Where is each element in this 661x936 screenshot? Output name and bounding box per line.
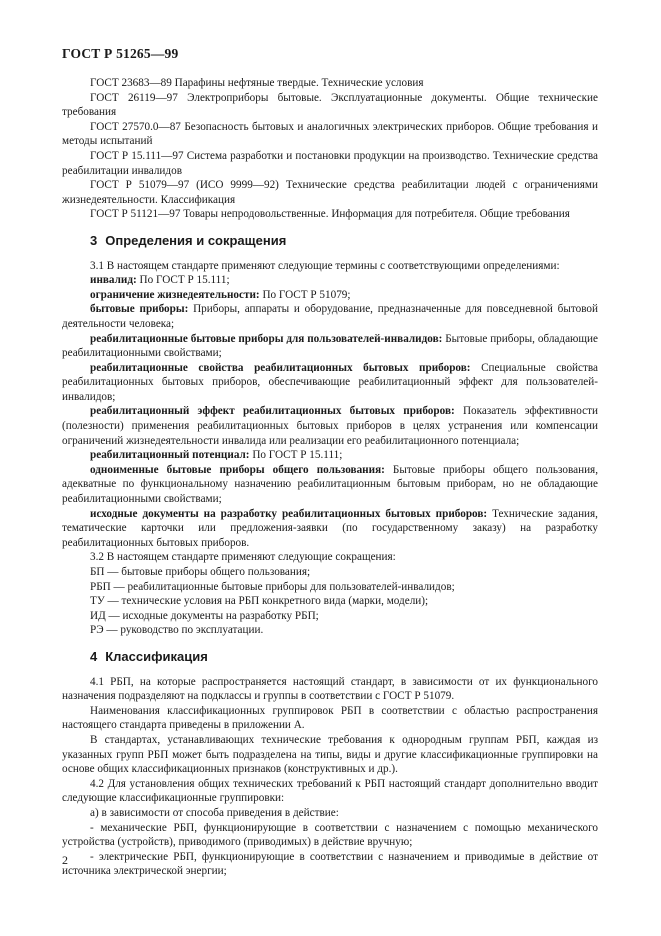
paragraph: - электрические РБП, функционирующие в соответствии с назначением и приводимые в действие от источника электрической энергии; (62, 850, 598, 878)
definition-term: одноименные бытовые приборы общего пользования: (90, 463, 385, 476)
references-list (62, 76, 598, 222)
paragraph: Наименования классификационных группировок РБП в соответствии с областью распространения настоящего стандарта приведены в приложении А. (62, 704, 598, 732)
paragraph: - механические РБП, функционирующие в соответствии с назначением с помощью механического устройства (устройств), приводимого (приводимых) в действие вручную; (62, 821, 598, 849)
section-title: Классификация (105, 648, 208, 664)
definition-item (62, 288, 598, 303)
page-number: 2 (62, 853, 68, 867)
definition-text: По ГОСТ Р 15.111; (249, 449, 343, 462)
reference-item: ГОСТ Р 15.111—97 Система разработки и постановки продукции на производство. Технические средства реабилитации инвалидов (62, 149, 598, 177)
definition-item (62, 332, 598, 361)
section-4-heading (90, 650, 598, 665)
definition-text: По ГОСТ Р 51079; (259, 288, 351, 301)
document-body (62, 76, 598, 879)
definition-item (62, 448, 598, 463)
definition-item (62, 302, 598, 331)
definition-item (62, 273, 598, 288)
definition-term: бытовые приборы: (90, 303, 189, 316)
section-number: 3 (90, 232, 98, 248)
definition-text: Бытовые приборы, обладающие реабилитационными свойствами; (62, 332, 598, 360)
definition-text: Технические задания, тематические карточки или предложения-заявки (по государственному заказу) на разработку реабилитационных бытовых приборов. (62, 507, 598, 549)
definition-text: Приборы, аппараты и оборудование, предназначенные для повседневной бытовой деятельности человека; (62, 303, 598, 330)
abbreviation-item: ТУ — технические условия на РБП конкретного вида (марки, модели); (90, 595, 429, 608)
section-3-heading (90, 234, 598, 249)
reference-item: ГОСТ 26119—97 Электроприборы бытовые. Эксплуатационные документы. Общие технические требования (62, 91, 598, 119)
definition-item (62, 507, 598, 551)
definition-term: исходные документы на разработку реабилитационных бытовых приборов: (90, 507, 488, 520)
definition-term: ограничение жизнедеятельности: (90, 288, 260, 301)
definition-term: реабилитационный потенциал: (90, 449, 250, 462)
section-title: Определения и сокращения (105, 232, 287, 248)
definition-text: По ГОСТ Р 15.111; (136, 274, 230, 287)
abbreviation-item: РЭ — руководство по эксплуатации. (90, 624, 264, 637)
reference-item: ГОСТ Р 51121—97 Товары непродовольственные. Информация для потребителя. Общие требования (90, 208, 570, 221)
definition-item (62, 404, 598, 448)
page-header: ГОСТ Р 51265—99 (62, 46, 179, 61)
definition-term: реабилитационный эффект реабилитационных бытовых приборов: (90, 405, 455, 418)
definition-text: Показатель эффективности (полезности) применения реабилитационных бытовых приборов в целях устранения или компенсации ограничений жизнедеятельности инвалида или реализации его реабилитационного потенциала; (62, 405, 599, 447)
reference-item: ГОСТ Р 51079—97 (ИСО 9999—92) Технические средства реабилитации людей с ограничениями жизнедеятельности. Классификация (62, 179, 598, 206)
definition-term: инвалид: (90, 274, 137, 287)
definition-item (62, 361, 598, 405)
reference-item: ГОСТ 27570.0—87 Безопасность бытовых и аналогичных электрических приборов. Общие требования и методы испытаний (62, 120, 598, 148)
definition-text: Бытовые приборы общего пользования, адекватные по функциональному назначению реабилитационным бытовым приборам, но не обладающие реабилитационными свойствами; (62, 463, 598, 506)
definition-term: реабилитационные свойства реабилитационных бытовых приборов: (90, 361, 471, 374)
section-number: 4 (90, 648, 98, 664)
definition-item (62, 463, 598, 507)
definition-term: реабилитационные бытовые приборы для пользователей-инвалидов: (90, 332, 443, 345)
abbreviation-item: БП — бытовые приборы общего пользования; (90, 566, 311, 578)
paragraph: а) в зависимости от способа приведения в действие: (90, 806, 339, 819)
paragraph: 4.1 РБП, на которые распространяется настоящий стандарт, в зависимости от их функционального назначения подразделяют на подклассы и группы в соответствии с ГОСТ Р 51079. (62, 675, 598, 703)
definition-text: Специальные свойства реабилитационных бытовых приборов, обеспечивающие реабилитационный эффект для пользователей-инвалидов; (62, 361, 598, 403)
definitions-intro: 3.1 В настоящем стандарте применяют следующие термины с соответствующими определениями: (90, 259, 560, 272)
abbreviations-intro: 3.2 В настоящем стандарте применяют следующие сокращения: (90, 551, 396, 564)
reference-item: ГОСТ 23683—89 Парафины нефтяные твердые. Технические условия (90, 77, 424, 89)
abbreviation-item: ИД — исходные документы на разработку РБП; (90, 609, 319, 622)
paragraph: В стандартах, устанавливающих технические требования к однородным группам РБП, каждая из указанных групп РБП может быть подразделена на типы, виды и другие классификационные группировки на основе общих классификационных признаков (конструктивных и др.). (62, 733, 598, 776)
paragraph: 4.2 Для установления общих технических требований к РБП настоящий стандарт дополнительно вводит следующие классификационные группировки: (62, 777, 598, 805)
abbreviation-item: РБП — реабилитационные бытовые приборы для пользователей-инвалидов; (90, 580, 455, 593)
